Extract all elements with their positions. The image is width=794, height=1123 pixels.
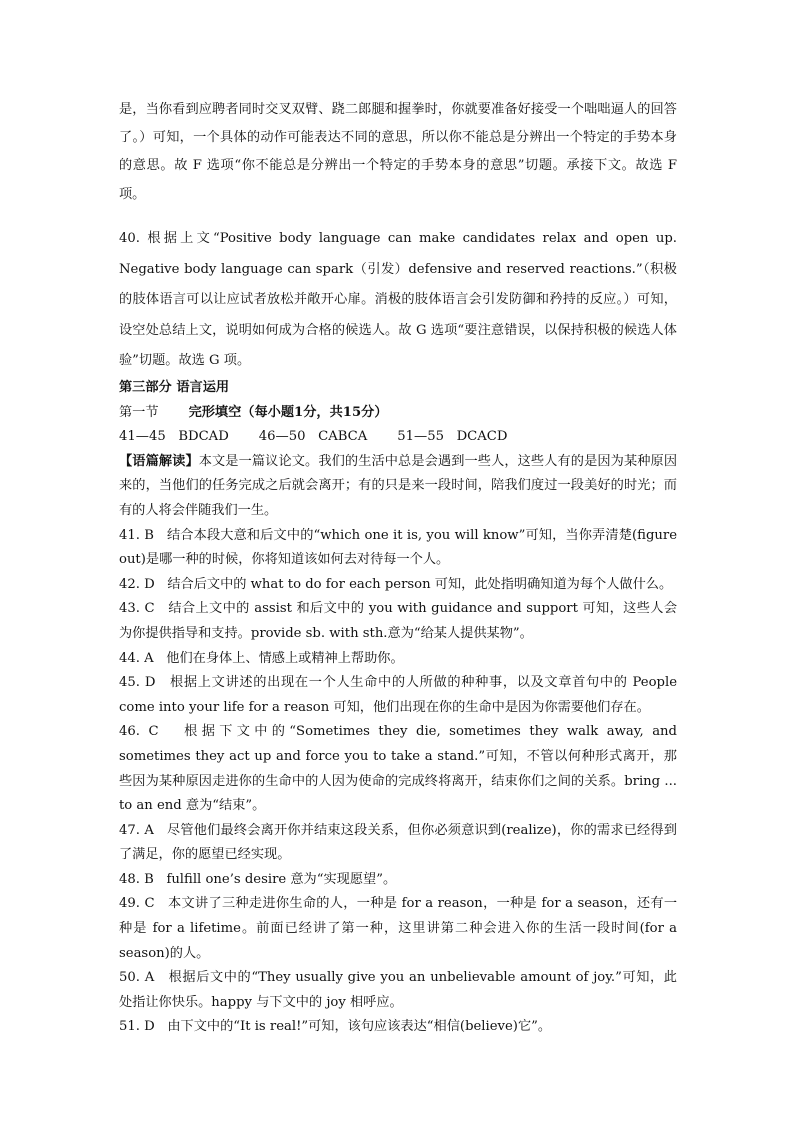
item-explanation: 根据后文中的“They usually give you an unbelievable amount of joy.”可知，此处指让你快乐。happy 与下文中的 joy 相呼应。 (119, 970, 677, 1010)
item-explanation: 结合上文中的 assist 和后文中的 you with guidance and support 可知，这些人会为你提供指导和支持。provide sb. with sth.意为“给某人提供某物”。 (119, 601, 678, 641)
item-number: 48. B (119, 871, 154, 887)
answer-keys-2: CABCA (318, 429, 368, 445)
item-number: 45. D (119, 675, 156, 691)
answer-item-42 (119, 573, 677, 598)
item-explanation: 他们在身体上、情感上或精神上帮助你。 (166, 650, 404, 666)
item-number: 42. D (119, 576, 155, 592)
item-number: 51. D (119, 1019, 155, 1035)
item-number: 43. C (119, 601, 155, 617)
answer-range-3: 51—55 (397, 429, 445, 445)
item-explanation: 结合本段大意和后文中的“which one it is, you will know”可知，当你弄清楚(figure out)是哪一种的时候，你将知道该如何去对待每一个人。 (119, 527, 678, 568)
answer-item-48 (119, 868, 677, 893)
passage-interpretation (119, 450, 677, 524)
item-number: 47. A (119, 822, 154, 838)
answer-keys-3: DCACD (456, 429, 508, 445)
item-explanation: 本文讲了三种走进你生命的人，一种是 for a reason，一种是 for a season，还有一种是 for a lifetime。前面已经讲了第一种，这里讲第二种会进入你的生活一段时间(for a season)的人。 (119, 896, 678, 961)
item-explanation: 根据上文讲述的出现在一个人生命中的人所做的种种事，以及文章首句中的 People come into your life for a reason 可知，他们出现在你的生命中是因为你需要他们存在。 (119, 675, 677, 715)
answer-item-49 (119, 892, 677, 966)
sub-title (119, 401, 677, 426)
answer-40-paragraph (119, 224, 677, 377)
intro-paragraph (119, 96, 677, 209)
answer-keys-1: BDCAD (178, 429, 229, 445)
intro-text: 是，当你看到应聘者同时交叉双臂、跷二郎腿和握拳时，你就要准备好接受一个咄咄逼人的回答了。）可知，一个具体的动作可能表达不同的意思，所以你不能总是分辨出一个特定的手势本身的意思。故 F 选项“你不能总是分辨出一个特定的手势本身的意思”切题。承接下文。故选 F 项。 (119, 102, 677, 202)
passage-label: 【语篇解读】 (119, 453, 199, 469)
answer-item-45 (119, 671, 677, 720)
item-number: 50. A (119, 970, 155, 986)
item-number: 41. B (119, 527, 154, 543)
passage-text: 本文是一篇议论文。我们的生活中总是会遇到一些人，这些人有的是因为某种原因来的，当他们的任务完成之后就会离开；有的只是来一段时间，陪我们度过一段美好的时光；而有的人将会伴随我们一生。 (119, 453, 678, 518)
answer-item-44 (119, 647, 677, 672)
answer-item-51 (119, 1015, 677, 1040)
item-explanation: 结合后文中的 what to do for each person 可知，此处指明确知道为每个人做什么。 (167, 576, 673, 592)
answer-item-47 (119, 819, 677, 868)
answer-item-43 (119, 597, 677, 646)
answer-key-line (119, 425, 677, 450)
answer-range-1: 41—45 (119, 429, 166, 445)
item-explanation: 根据下文中的“Sometimes they die, sometimes they walk away, and sometimes they act up and force you to take a stand.”可知，不管以何种形式离开，那些因为某种原因走进你的生命中的人因为使命的完成终将离开，结束你们之间的关系。bring ... to an end 意为“结束”。 (119, 724, 677, 814)
answer-item-46 (119, 720, 677, 818)
item-explanation: fulfill one’s desire 意为“实现愿望”。 (166, 871, 397, 887)
sub-title-text: 完形填空（每小题1分，共15分） (188, 404, 388, 420)
part-title: 第三部分 语言运用 (119, 380, 230, 395)
section-three (119, 376, 677, 1040)
answer-item-41 (119, 524, 677, 573)
item-number: 44. A (119, 650, 154, 666)
answer-40-text: 40. 根据上文“Positive body language can make candidates relax and open up. Negative body language can spark（引发）defensive and reserved reactions.”（积极的肢体语言可以让应试者放松并敞开心扉。消极的肢体语言会引发防御和矜持的反应。）可知，设空处总结上文，说明如何成为合格的候选人。故 G 选项“要注意错误，以保持积极的候选人体验”切题。故选 G 项。 (119, 231, 677, 369)
answer-range-2: 46—50 (258, 429, 306, 445)
item-explanation: 由下文中的“It is real!”可知，该句应该表达“相信(believe)它”。 (167, 1019, 552, 1035)
item-explanation: 尽管他们最终会离开你并结束这段关系，但你必须意识到(realize)，你的需求已经得到了满足，你的愿望已经实现。 (119, 822, 677, 863)
sub-title-label: 第一节 (119, 404, 159, 420)
item-number: 46. C (119, 724, 159, 740)
item-number: 49. C (119, 896, 155, 912)
answer-item-50 (119, 966, 677, 1015)
